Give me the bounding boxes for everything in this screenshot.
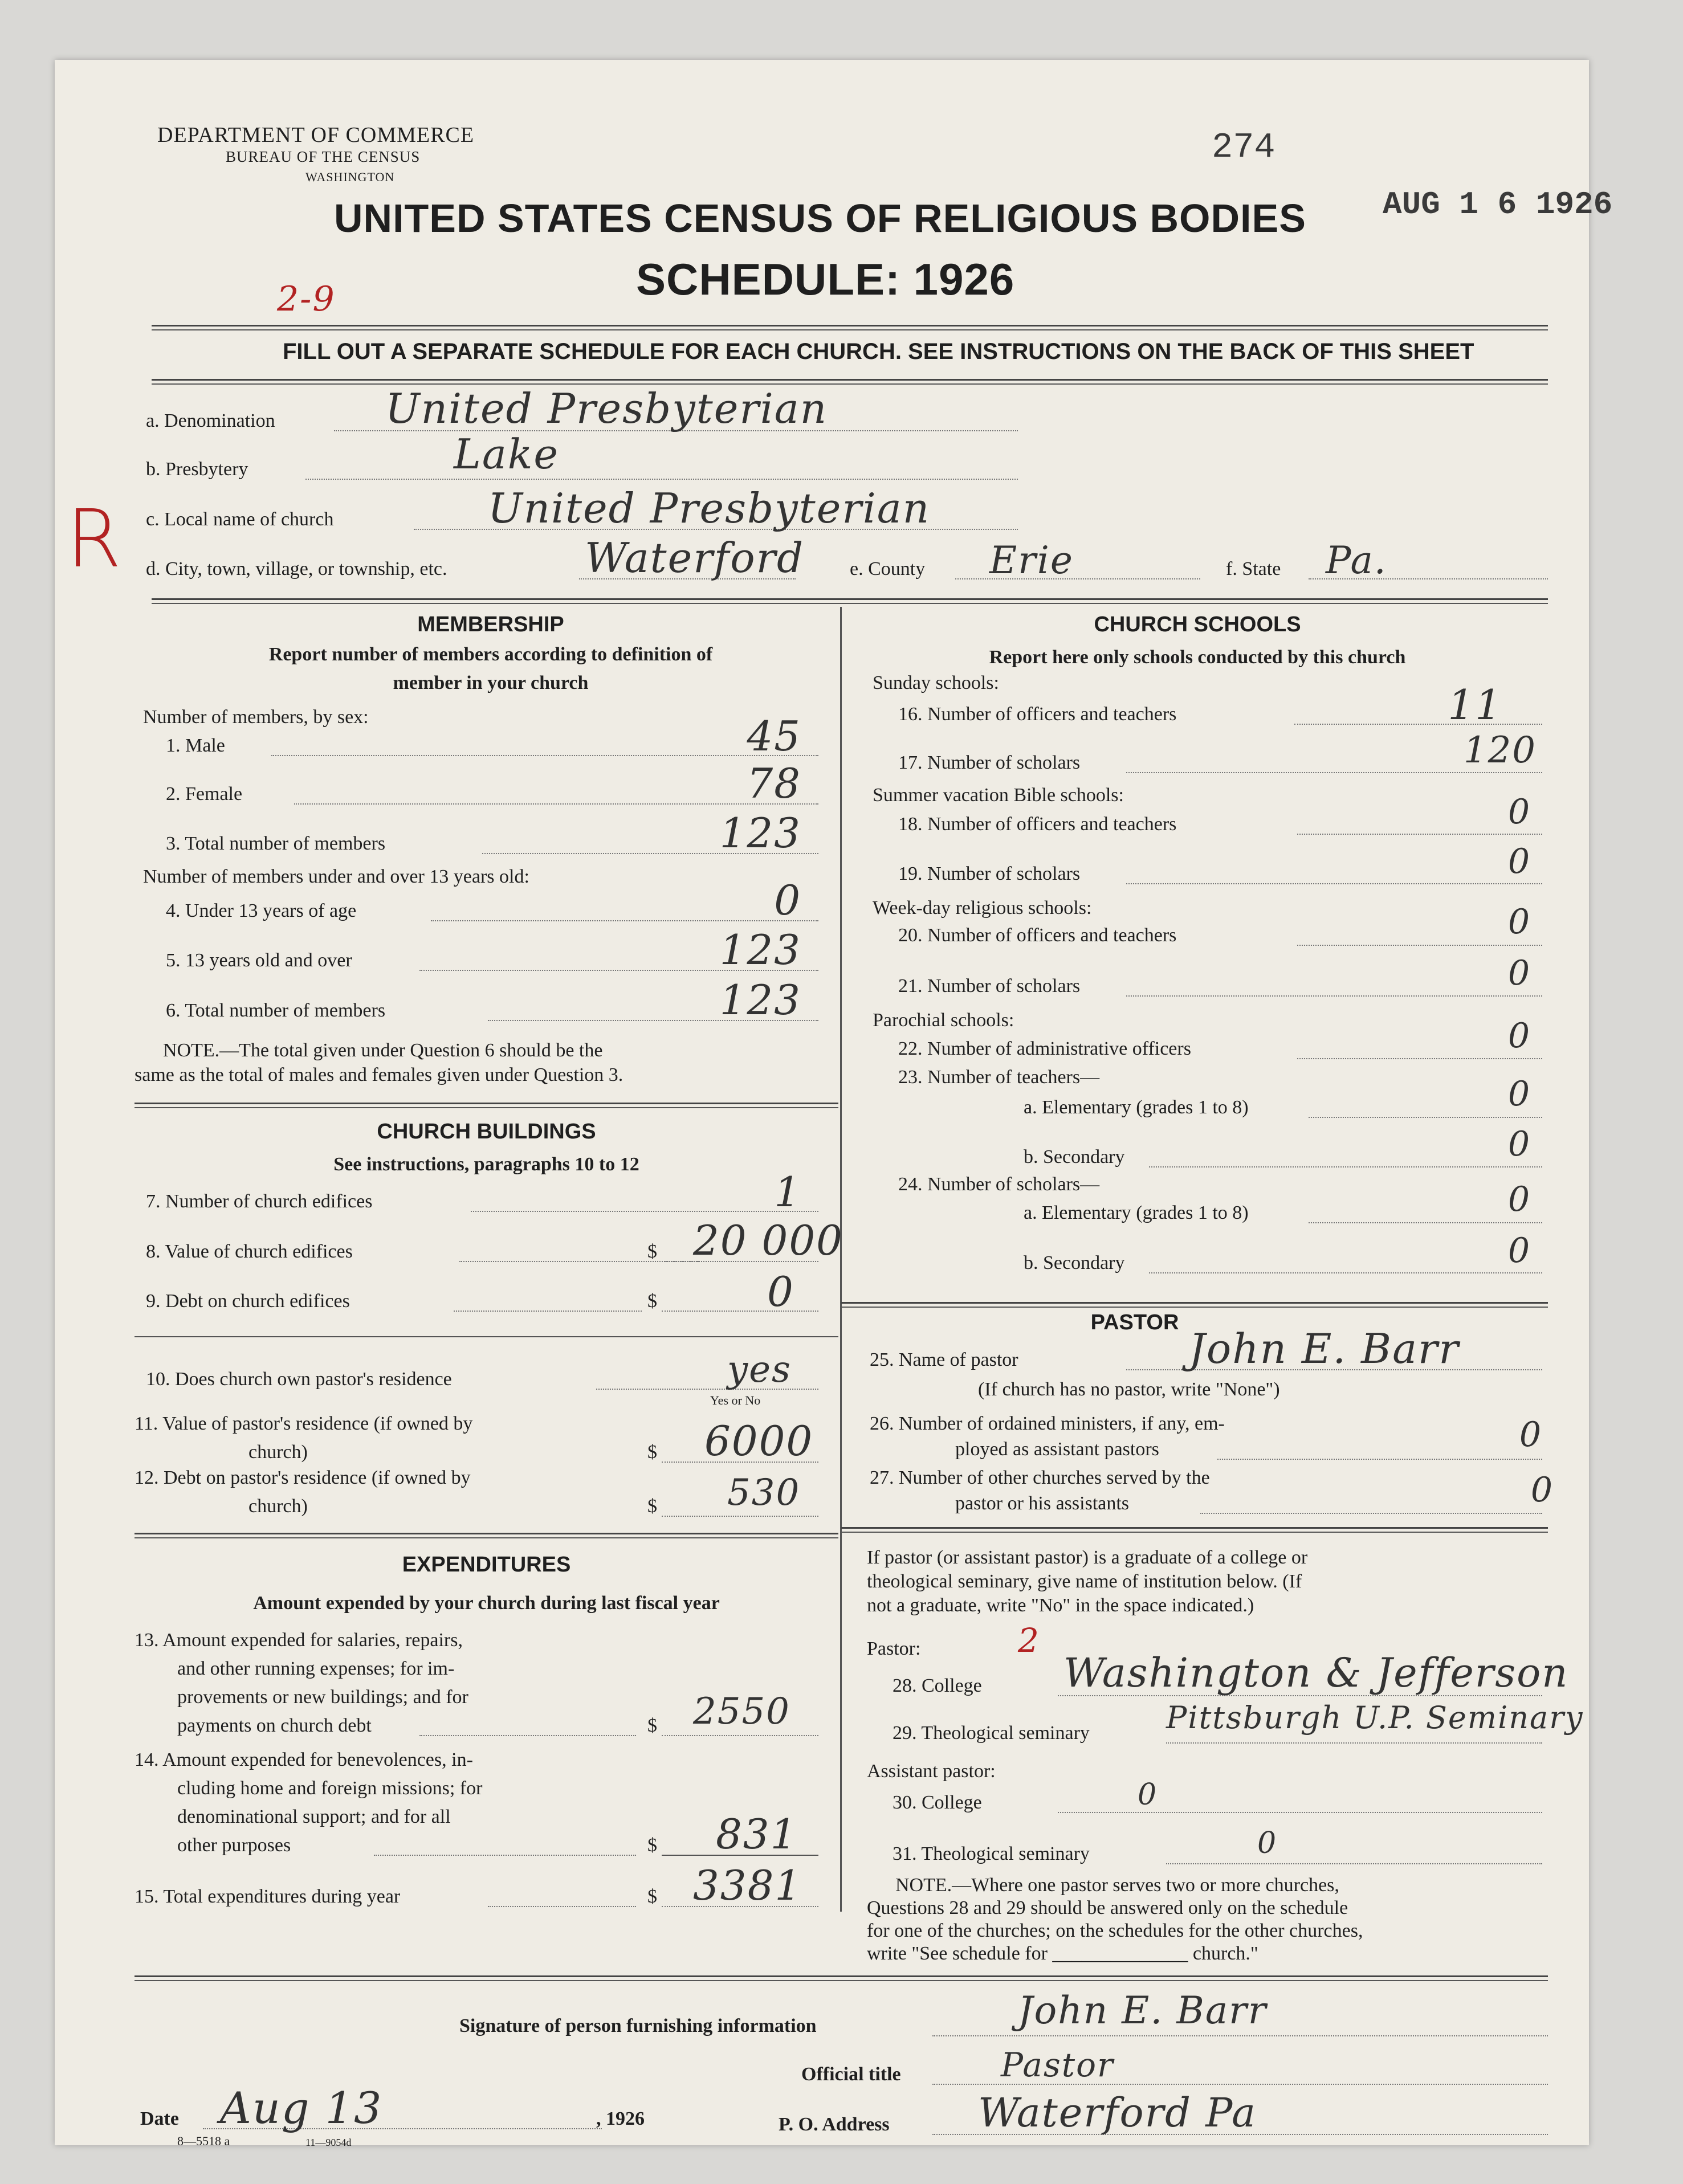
q25-label: 25. Name of pastor: [870, 1349, 1018, 1370]
weekday-schools-label: Week-day religious schools:: [873, 897, 1092, 918]
graduate-instruction-3: not a graduate, write "No" in the space indicated.): [867, 1595, 1254, 1616]
q17-label: 17. Number of scholars: [898, 752, 1081, 773]
pastor-section-label: Pastor:: [867, 1638, 921, 1659]
official-title-label: Official title: [801, 2064, 901, 2085]
graduate-instruction-2: theological seminary, give name of institution below. (If: [867, 1571, 1302, 1592]
q10-owns-residence-value: yes: [727, 1349, 792, 1391]
q3-label: 3. Total number of members: [166, 833, 386, 854]
pastor-title: PASTOR: [1090, 1311, 1179, 1334]
buildings-intro: See instructions, paragraphs 10 to 12: [333, 1154, 639, 1175]
q23a-label: a. Elementary (grades 1 to 8): [1024, 1097, 1249, 1118]
q6-total-members-value: 123: [719, 976, 801, 1024]
q30-label: 30. College: [893, 1792, 982, 1813]
city-value: Waterford: [585, 534, 805, 582]
q13-label-line-2: and other running expenses; for im-: [177, 1658, 455, 1679]
code-mark: 2-9: [277, 279, 336, 319]
q23b-secondary-teachers-value: 0: [1507, 1124, 1531, 1164]
q12-label-line-2: church): [248, 1496, 308, 1517]
q10-label: 10. Does church own pastor's residence: [146, 1369, 452, 1390]
q12-dollar-sign: $: [647, 1496, 657, 1517]
form-number: 8—5518 a: [177, 2134, 230, 2148]
q11-label-line-1: 11. Value of pastor's residence (if owned by: [135, 1413, 473, 1434]
q8-dollar-sign: $: [647, 1241, 657, 1262]
census-schedule-sheet: [55, 60, 1613, 2148]
membership-note-2: same as the total of males and females given under Question 3.: [135, 1064, 624, 1085]
q13-label-line-1: 13. Amount expended for salaries, repairs,: [135, 1630, 463, 1651]
q5-13-and-over-value: 123: [719, 926, 801, 974]
q31-assistant-seminary-value: 0: [1257, 1826, 1278, 1860]
q13-dollar-sign: $: [647, 1715, 657, 1736]
q18-label: 18. Number of officers and teachers: [898, 814, 1177, 835]
q4-under-13-value: 0: [774, 876, 801, 924]
q27-label-line-2: pastor or his assistants: [955, 1493, 1130, 1514]
q12-residence-debt-value: 530: [727, 1472, 801, 1514]
q25-pastor-name-value: John E. Barr: [1189, 1325, 1460, 1373]
q23-label: 23. Number of teachers—: [898, 1067, 1100, 1088]
q14-label-line-3: denominational support; and for all: [177, 1806, 451, 1827]
pastor-note-3: for one of the churches; on the schedules for the other churches,: [867, 1920, 1363, 1941]
q2-label: 2. Female: [166, 783, 243, 805]
county-label: e. County: [850, 558, 926, 579]
graduate-instruction-1: If pastor (or assistant pastor) is a graduate of a college or: [867, 1547, 1308, 1568]
q22-label: 22. Number of administrative officers: [898, 1038, 1191, 1059]
denomination-value: United Presbyterian: [385, 385, 828, 432]
instruction-banner: FILL OUT A SEPARATE SCHEDULE FOR EACH CHURCH. SEE INSTRUCTIONS ON THE BACK OF THIS SHEET: [283, 339, 1474, 364]
date-year: , 1926: [596, 2108, 645, 2129]
q16-label: 16. Number of officers and teachers: [898, 704, 1177, 725]
q26-assistant-pastors-value: 0: [1519, 1415, 1542, 1455]
membership-note-1: NOTE.—The total given under Question 6 should be the: [163, 1040, 603, 1061]
bureau-city: WASHINGTON: [305, 170, 395, 184]
q14-label-line-4: other purposes: [177, 1835, 291, 1856]
print-number: 11—9054d: [305, 2137, 352, 2148]
sunday-schools-label: Sunday schools:: [873, 672, 999, 693]
q20-weekday-officers-value: 0: [1507, 902, 1531, 942]
q24b-secondary-scholars-value: 0: [1507, 1231, 1531, 1271]
q15-total-expenditures-value: 3381: [693, 1861, 802, 1909]
q14-dollar-sign: $: [647, 1835, 657, 1856]
q23a-elementary-teachers-value: 0: [1507, 1074, 1531, 1114]
official-title-value: Pastor: [1001, 2046, 1114, 2084]
q7-edifices-value: 1: [774, 1168, 801, 1216]
buildings-title: CHURCH BUILDINGS: [377, 1120, 596, 1144]
members-by-age-label: Number of members under and over 13 years old:: [143, 866, 529, 887]
q13-label-line-4: payments on church debt: [177, 1715, 372, 1736]
q24-label: 24. Number of scholars—: [898, 1174, 1100, 1195]
local-name-label: c. Local name of church: [146, 509, 334, 530]
q25-note: (If church has no pastor, write "None"): [978, 1379, 1280, 1400]
q26-label-line-1: 26. Number of ordained ministers, if any, em-: [870, 1413, 1225, 1434]
q1-label: 1. Male: [166, 735, 225, 756]
q12-label-line-1: 12. Debt on pastor's residence (if owned by: [135, 1467, 471, 1488]
pastor-note-1: NOTE.—Where one pastor serves two or more churches,: [895, 1875, 1339, 1896]
presbytery-label: b. Presbytery: [146, 459, 248, 480]
membership-title: MEMBERSHIP: [417, 613, 564, 636]
q11-dollar-sign: $: [647, 1442, 657, 1463]
q4-label: 4. Under 13 years of age: [166, 900, 357, 921]
q14-label-line-2: cluding home and foreign missions; for: [177, 1778, 483, 1799]
denomination-label: a. Denomination: [146, 410, 275, 431]
state-value: Pa.: [1326, 538, 1387, 582]
q9-dollar-sign: $: [647, 1291, 657, 1312]
q16-sunday-officers-value: 11: [1448, 681, 1502, 729]
q29-label: 29. Theological seminary: [893, 1722, 1090, 1744]
q14-label-line-1: 14. Amount expended for benevolences, in-: [135, 1749, 473, 1770]
form-title: UNITED STATES CENSUS OF RELIGIOUS BODIES: [334, 196, 1306, 240]
q11-label-line-2: church): [248, 1442, 308, 1463]
city-label: d. City, town, village, or township, etc.: [146, 558, 447, 579]
signature-value: John E. Barr: [1018, 1989, 1268, 2032]
q11-residence-value: 6000: [704, 1417, 814, 1465]
schools-title: CHURCH SCHOOLS: [1094, 613, 1301, 636]
pastor-note-2: Questions 28 and 29 should be answered only on the schedule: [867, 1897, 1348, 1918]
received-date-stamp: AUG 1 6 1926: [1383, 186, 1613, 223]
q2-female-value: 78: [747, 760, 801, 807]
q14-benevolences-value: 831: [716, 1810, 798, 1858]
q26-label-line-2: ployed as assistant pastors: [955, 1439, 1159, 1460]
q13-label-line-3: provements or new buildings; and for: [177, 1687, 468, 1708]
q23b-label: b. Secondary: [1024, 1146, 1125, 1167]
pastor-section-mark: 2: [1018, 1621, 1040, 1660]
q22-admin-officers-value: 0: [1507, 1016, 1531, 1056]
members-by-sex-label: Number of members, by sex:: [143, 707, 369, 728]
q15-label: 15. Total expenditures during year: [135, 1886, 401, 1907]
state-label: f. State: [1226, 558, 1281, 579]
expenditures-intro: Amount expended by your church during last fiscal year: [253, 1593, 720, 1614]
county-value: Erie: [989, 538, 1074, 582]
q19-summer-scholars-value: 0: [1507, 842, 1531, 881]
q7-label: 7. Number of church edifices: [146, 1191, 373, 1212]
q21-weekday-scholars-value: 0: [1507, 953, 1531, 993]
schools-intro: Report here only schools conducted by this church: [989, 647, 1406, 668]
q21-label: 21. Number of scholars: [898, 975, 1081, 997]
q27-label-line-1: 27. Number of other churches served by the: [870, 1467, 1210, 1488]
q30-assistant-college-value: 0: [1138, 1778, 1158, 1812]
q20-label: 20. Number of officers and teachers: [898, 925, 1177, 946]
membership-intro-1: Report number of members according to definition of: [268, 644, 713, 665]
q28-label: 28. College: [893, 1675, 982, 1696]
date-label: Date: [140, 2108, 179, 2129]
q13-running-expenses-value: 2550: [693, 1691, 790, 1733]
q18-summer-officers-value: 0: [1507, 792, 1531, 832]
department-name: DEPARTMENT OF COMMERCE: [157, 123, 475, 147]
q15-dollar-sign: $: [647, 1886, 657, 1907]
signature-label: Signature of person furnishing information: [459, 2015, 817, 2036]
q29-seminary-value: Pittsburgh U.P. Seminary: [1166, 1700, 1584, 1736]
q8-edifice-value: 20 000: [693, 1216, 843, 1264]
po-address-label: P. O. Address: [779, 2114, 890, 2135]
summer-schools-label: Summer vacation Bible schools:: [873, 785, 1124, 806]
bureau-name: BUREAU OF THE CENSUS: [226, 148, 421, 165]
q31-label: 31. Theological seminary: [893, 1843, 1090, 1864]
q19-label: 19. Number of scholars: [898, 863, 1081, 884]
form-subtitle: SCHEDULE: 1926: [636, 254, 1015, 304]
q1-male-value: 45: [747, 712, 801, 760]
q27-other-churches-value: 0: [1530, 1470, 1554, 1510]
local-name-value: United Presbyterian: [488, 484, 931, 532]
membership-intro-2: member in your church: [393, 672, 589, 693]
expenditures-title: EXPENDITURES: [402, 1553, 571, 1577]
yes-or-no-hint: Yes or No: [710, 1393, 761, 1407]
q24a-elementary-scholars-value: 0: [1507, 1179, 1531, 1219]
po-address-value: Waterford Pa: [978, 2089, 1257, 2136]
assistant-pastor-label: Assistant pastor:: [867, 1761, 996, 1782]
q24a-label: a. Elementary (grades 1 to 8): [1024, 1202, 1249, 1223]
date-value: Aug 13: [220, 2083, 383, 2133]
q8-label: 8. Value of church edifices: [146, 1241, 353, 1262]
q5-label: 5. 13 years old and over: [166, 950, 352, 971]
serial-number: 274: [1212, 127, 1276, 168]
q28-college-value: Washington & Jefferson: [1063, 1650, 1569, 1696]
q6-label: 6. Total number of members: [166, 1000, 386, 1021]
parochial-schools-label: Parochial schools:: [873, 1010, 1014, 1031]
q17-sunday-scholars-value: 120: [1463, 729, 1537, 771]
q24b-label: b. Secondary: [1024, 1252, 1125, 1273]
q9-edifice-debt-value: 0: [767, 1268, 794, 1316]
margin-r-mark: R: [66, 493, 123, 586]
pastor-note-4: write "See schedule for ______________ church.": [867, 1943, 1258, 1964]
q3-total-members-value: 123: [719, 809, 801, 857]
q9-label: 9. Debt on church edifices: [146, 1291, 350, 1312]
presbytery-value: Lake: [454, 430, 559, 478]
